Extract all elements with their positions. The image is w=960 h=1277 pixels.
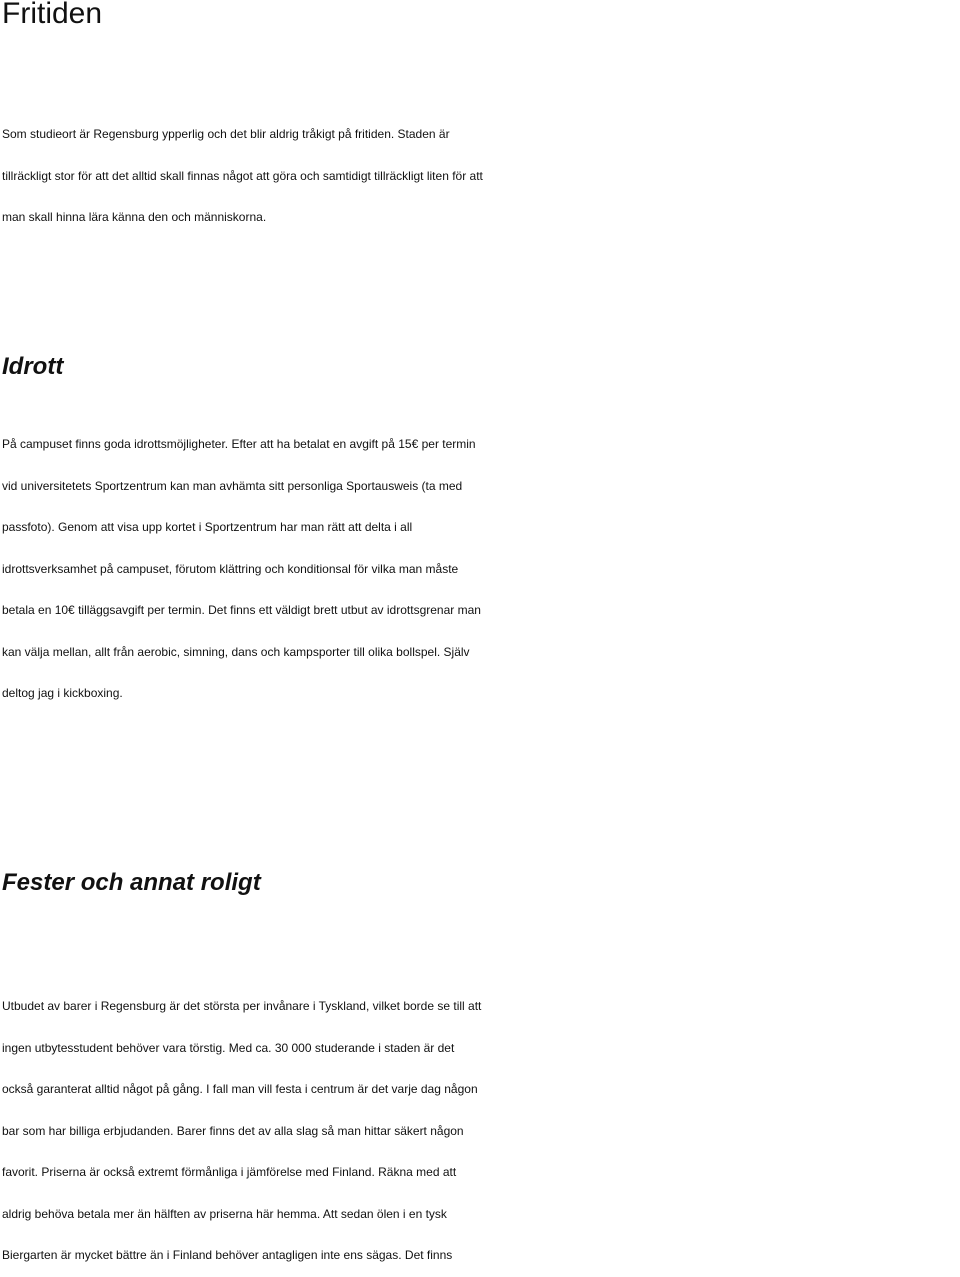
intro-line: tillräckligt stor för att det alltid skall finnas något att göra och samtidigt tillräckligt liten för att xyxy=(2,168,483,183)
intro-line: Som studieort är Regensburg ypperlig och det blir aldrig tråkigt på fritiden. Staden är xyxy=(2,127,450,141)
intro-paragraph xyxy=(2,114,960,239)
section-heading-fester: Fester och annat roligt xyxy=(2,869,261,896)
idrott-line: vid universitetets Sportzentrum kan man avhämta sitt personliga Sportausweis (ta med xyxy=(2,478,463,493)
fester-line: också garanterat alltid något på gång. I fall man vill festa i centrum är det varje dag någon xyxy=(2,1082,478,1096)
idrott-paragraph xyxy=(2,424,960,715)
idrott-line: deltog jag i kickboxing. xyxy=(2,686,123,700)
fester-line: Biergarten är mycket bättre än i Finland behöver antagligen inte ens sägas. Det finns xyxy=(2,1248,453,1262)
idrott-line: På campuset finns goda idrottsmöjligheter. Efter att ha betalat en avgift på 15€ per termin xyxy=(2,437,476,451)
fester-line: aldrig behöva betala mer än hälften av priserna här hemma. Att sedan ölen i en tysk xyxy=(2,1206,447,1221)
intro-line: man skall hinna lära känna den och människorna. xyxy=(2,210,267,224)
fester-line: favorit. Priserna är också extremt förmånliga i jämförelse med Finland. Räkna med att xyxy=(2,1165,457,1179)
fester-line: ingen utbytesstudent behöver vara törstig. Med ca. 30 000 studerande i staden är det xyxy=(2,1040,455,1055)
idrott-line: betala en 10€ tilläggsavgift per termin. Det finns ett väldigt brett utbut av idrottsgrenar man xyxy=(2,603,481,617)
section-heading-idrott: Idrott xyxy=(2,353,64,380)
idrott-line: passfoto). Genom att visa upp kortet i Sportzentrum har man rätt att delta i all xyxy=(2,520,413,534)
fester-line: bar som har billiga erbjudanden. Barer finns det av alla slag så man hittar säkert någon xyxy=(2,1123,464,1138)
idrott-line: kan välja mellan, allt från aerobic, simning, dans och kampsporter till olika bollspel. Själv xyxy=(2,644,470,659)
fester-paragraph xyxy=(2,986,960,1277)
idrott-line: idrottsverksamhet på campuset, förutom klättring och konditionsal för vilka man måste xyxy=(2,561,459,576)
page-title: Fritiden xyxy=(2,0,103,30)
fester-line: Utbudet av barer i Regensburg är det största per invånare i Tyskland, vilket borde se till att xyxy=(2,999,482,1013)
